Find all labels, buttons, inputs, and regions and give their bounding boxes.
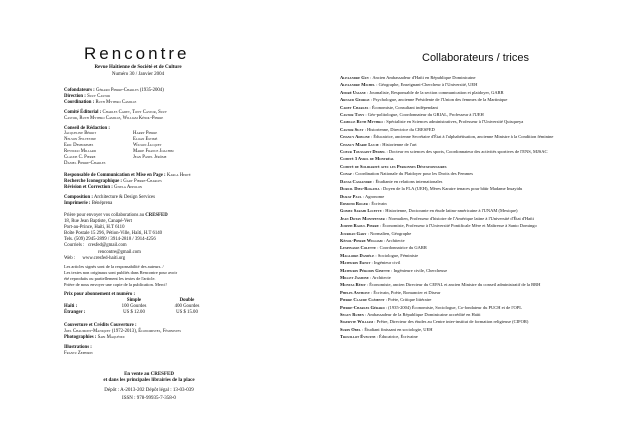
collaborator-name: Seguy Ruben	[340, 312, 364, 317]
collaborator-description: Étudiante en relations internationales	[375, 178, 443, 184]
credits-block: Couverture et Crédits Couverture : Joel Chaumont-Maniquet (1972-2013), Économistes, Féministes Photographies : Sabi Maquéndi Illustrations : Frantz Zephirin	[64, 323, 182, 357]
collaborators-list	[340, 74, 636, 341]
collaborator-description: Normalien, Géographe	[369, 230, 412, 236]
collaborator-name: Phelps Anthony	[340, 289, 370, 295]
collaborator-description: Économiste, Consultant indépendant	[371, 104, 438, 110]
list-item: Coeur Toussaint Desbel : Docteur en sciences des sports, Coordonnateur des activités sportives de l'ENS, MJSAC	[340, 149, 548, 155]
list-item: Alexandre Guy : Ancien Ambassadeur d'Haïti en République Dominicaine	[340, 75, 476, 80]
collaborator-description: Ambassadeur de la République Dominicaine accrédité en Haïti	[367, 312, 481, 317]
collaborator-description: Coordination Nationale du Plaidoyer pour les Droits des Femmes	[355, 171, 473, 177]
collaborator-description: Sociologue, Féministe	[377, 252, 419, 258]
contact-block: Prière pour envoyer vos collaborations au CRESFED 18, Rue Jean Baptiste, Canapé-Vert Port-au-Prince, Haïti, H.T 6110 Boîte Postale 15 296, Pétion-Ville, Haïti, H.T 6140 Tels. (509) 2945-2899 / 3914-2818 / 3914-4256 Courriels : cresfed@gmail.com rencontre@gmail.com Web : www.cresfed-haiti.org	[64, 213, 168, 261]
collaborator-description: Étudiant finissant en sociologie, UEH	[364, 326, 433, 332]
collaborator-description: Poète, Critique littéraire	[388, 297, 432, 303]
collaborator-description: Prêtre, Directeur des études au Centre inter-institut de formation religieuse (CIFOR)	[376, 319, 529, 325]
collaborator-name: Conap	[340, 171, 352, 177]
collaborator-name: Joseph Raoul Pierre	[340, 223, 379, 229]
collaborator-description: Ancien Ambassadeur d'Haïti en République Dominicaine	[372, 75, 476, 80]
list-item: Chancy Adeline : Éducatrice, ancienne Secrétaire d'État à l'alphabétisation, ancienne Ministre à la Condition féminine	[340, 134, 554, 140]
collaborator-name: Alexandre Guy	[340, 75, 370, 80]
table-row: Étranger : US $ 12.00 US $ 15.00	[64, 310, 198, 316]
collaborator-description: Historienne, Directrice du CRESFED	[367, 126, 435, 132]
collaborator-description: Écrivain	[371, 200, 387, 206]
table-row: Haïti : 100 Gourdes 400 Gourdes	[64, 304, 200, 310]
collaborator-name: Mathurin Pérodin Ginette	[340, 267, 391, 273]
list-item: André Ussane : Journaliste, Responsable de la section communication et plaidoyer, GARR	[340, 89, 504, 95]
collaborator-name: Danas Cassandre	[340, 178, 372, 184]
list-item: Mathurin Pérodin Ginette : Ingénieure civile, Chercheuse	[340, 267, 448, 273]
collaborator-name: Surin Obel	[340, 326, 361, 332]
list-item: Alexandre Michel : Géographe, Enseignant-Chercheur à l'Université, UEH	[340, 82, 478, 88]
list-item: Durat Paul : Agronome	[340, 193, 385, 199]
collaborator-name: Pierre-Charles Gérard	[340, 304, 385, 310]
list-item: Pierre-Charles Gérard : (1935-2004) Économiste, Sociologue, Co-fondateur du PUCH et de l'OPL	[340, 304, 522, 310]
collaborator-description: Spécialiste en Sciences administratives, Professeur à l'Université Quisqueya	[386, 119, 524, 125]
list-item: Pierre Claude Clément : Poète, Critique littéraire	[340, 297, 432, 303]
web-link[interactable]: www.cresfed-haiti.org	[82, 255, 126, 261]
collaborator-description: Ingénieure civile, Chercheuse	[393, 267, 448, 273]
collaborator-description: Journaliste, Responsable de la section communication et plaidoyer, GARR	[369, 89, 504, 95]
notice-block: Les articles signés sont de la responsabilité des auteurs. / Les textes non originaux sont publiés dans Rencontre pour avoir été reproduits ou partiellement les textes de l'article. Prière de nous envoyer une copie de la publication. Merci!	[64, 264, 178, 288]
list-item: Jourdan Gary : Normalien, Géographe	[340, 230, 412, 236]
list-item: Arnaud George : Psychologue, ancienne Présidente de l'Union des femmes de la Martinique	[340, 97, 508, 103]
collaborator-name: Chancy Adeline	[340, 134, 370, 140]
list-item: Seguy Ruben : Ambassadeur de la République Dominicaine accrédité en Haïti	[340, 312, 481, 317]
list-item: Dorcil Dieu-Rogatia : Doyen de la FLA (UEH), Mères Karaire tenaces pour bâtir Madame Insayidu	[340, 186, 523, 192]
collaborator-name: Coeur Toussaint Desbel	[340, 149, 386, 155]
collaborator-description: Psychologue, ancienne Présidente de l'Union des femmes de la Martinique	[373, 97, 508, 103]
prices-table	[64, 298, 212, 316]
left-page	[0, 0, 300, 436]
collaborator-name: Comité de Solidarité avec les Personnes Déstationnaires	[340, 163, 447, 169]
collaborator-name: Jourdan Gary	[340, 230, 367, 236]
collaborator-name: Millet Jasmine	[340, 274, 369, 280]
collaborator-description: Ingénieur civil	[373, 260, 401, 266]
list-item: Castor Suzy : Historienne, Directrice du CRESFED	[340, 126, 435, 132]
journal-title: Rencontre	[84, 44, 190, 63]
collaborator-description: Coordonnatrice du GARR	[379, 245, 427, 251]
collaborator-name: Arnaud George	[340, 97, 370, 103]
list-item: Joseph Raoul Pierre : Économiste, Professeur à l'Université Pontificale Mère et Maîtresse à Santo Domingo	[340, 223, 537, 229]
collaborator-name: Montas Rémy	[340, 282, 366, 288]
list-item: Kénol-Pierre William : Architecte	[340, 237, 405, 243]
collaborator-name: Edmond Roger	[340, 200, 368, 206]
list-item: Lespinasse Colette : Coordonnatrice du GARR	[340, 245, 427, 251]
collaborator-description: Économiste, Professeur à l'Université Pontificale Mère et Maîtresse à Santo Domingo	[382, 223, 537, 229]
collaborator-name: Jean Dotay Montpeyser	[340, 215, 385, 221]
collaborator-name: Trouillot Évelyne	[340, 334, 376, 340]
collaborator-name: André Ussane	[340, 89, 366, 95]
collaborator-description: Historienne, Doctorante en étude latino-américaine à l'UNAM (Mexique)	[385, 208, 518, 214]
list-item: Jean Dotay Montpeyser : Normalien, Professeur d'histoire de l'Amérique latine à l'Université d'État d'Haïti	[340, 215, 534, 221]
collaborator-description: Architecte	[372, 274, 391, 280]
collaborator-name: Sigeryte William	[340, 319, 374, 325]
collaborator-name: Durat Paul	[340, 193, 362, 199]
collaborator-description: (1935-2004) Économiste, Sociologue, Co-fondateur du PUCH et de l'OPL	[388, 304, 522, 310]
collaborator-name: Magloire Danièle	[340, 252, 375, 258]
collaborator-description: Architecte	[385, 237, 405, 243]
collaborator-name: Chancy Marie Lucie	[340, 141, 379, 147]
collaborator-description: Écrivain, Poète, Romancier et Diseur	[373, 289, 441, 295]
list-item: Chancy Marie Lucie : Historienne de l'art	[340, 141, 417, 147]
collaborator-description: Agronome	[365, 193, 385, 199]
collaborator-description: Géo-politologue, Coordonnateur du GRIAL, Professeur à l'UEH	[367, 112, 484, 118]
email-link[interactable]: cresfed@gmail.com	[88, 243, 127, 249]
collaborator-description: Doyen de la FLA (UEH), Mères Karaire tenaces pour bâtir Madame Insayidu	[383, 186, 523, 192]
list-item: Gomez Sarahi Licette : Historienne, Doctorante en étude latino-américaine à l'UNAM (Mexique)	[340, 208, 518, 214]
collaborator-name: Castor Suzy	[340, 126, 364, 132]
list-item: Sigeryte William : Prêtre, Directeur des études au Centre inter-institut de formation religieuse (CIFOR)	[340, 319, 529, 325]
collaborator-name: Camille Ruth Mythro	[340, 119, 383, 125]
list-item: Danas Cassandre : Étudiante en relations internationales	[340, 178, 443, 184]
conseil-col-2: Harry Pierre Eloan Estimé Wilson Jacquet Marie France Joachim Jean Panel Jérôme	[133, 131, 174, 161]
collaborator-name: Cadet Charles	[340, 104, 369, 110]
staff-block: Cofondateurs : Gérard Pierre-Charles (1935-2004) Direction : Suzy Castor Coordination : Ruth Mythro Camille Comité Éditorial : Charles Cadet, Tony Castor, Suzy Castor, Ruth Mythro Camille, William Kénol-Pierre Conseil de Rédaction :	[64, 88, 167, 132]
list-item	[340, 155, 636, 162]
collaborator-description: Historienne de l'art	[382, 141, 417, 147]
collaborator-name: Pierre Claude Clément	[340, 297, 385, 303]
list-item	[340, 163, 636, 170]
collaborator-description: Géographe, Enseignant-Chercheur à l'Université, UEH	[378, 82, 478, 88]
footer-block: En vente au CRESFED et dans les principales librairies de la place Dépôt : A-2013-202 Dépôt légal : 13-03-039 ISSN : 978-99935-7-358-0	[103, 372, 195, 402]
collaborators-title: Collaborateurs / trices	[422, 52, 529, 64]
list-item: Castor Tony : Géo-politologue, Coordonnateur du GRIAL, Professeur à l'UEH	[340, 112, 484, 118]
collaborator-name: Gomez Sarahi Licette	[340, 208, 382, 214]
list-item: Cadet Charles : Économiste, Consultant indépendant	[340, 104, 438, 110]
conseil-heading: Conseil de Rédaction :	[64, 126, 110, 132]
list-item: Surin Obel : Étudiant finissant en sociologie, UEH	[340, 326, 433, 332]
production-block: Responsable de Communication et Mise en Page : Karla Hervé Recherche Iconographique : Gary Pierre-Charles Révision et Correction : Gisela Appolon Composition : Architecture & Design Services Imprimerie : Bénéprena	[64, 173, 191, 207]
conseil-col-1: Jacqueline Bérrit Nelson Sylvestre Eric Deshommes Reynold Millard Claude C. Pierre Daniel Pierre-Charles	[64, 131, 106, 167]
collaborator-description: Docteur en sciences des sports, Coordonnateur des activités sportives de l'ENS, MJSAC	[388, 149, 548, 155]
list-item: Phelps Anthony : Écrivain, Poète, Romancier et Diseur	[340, 289, 441, 295]
list-item: Edmond Roger : Écrivain	[340, 200, 387, 206]
collaborator-description: Économiste, ancien Directeur du CEPAL et ancien Ministre du conseil administratif de la BRH	[369, 282, 541, 288]
collaborator-name: Mathurin Ernst	[340, 260, 371, 266]
collaborator-name: Lespinasse Colette	[340, 245, 377, 251]
collaborator-description: Éducatrice, Écrivaine	[379, 334, 418, 340]
email-link-2[interactable]: rencontre@gmail.com	[98, 249, 141, 255]
collaborator-name: Dorcil Dieu-Rogatia	[340, 186, 380, 192]
list-item: Conap : Coordination Nationale du Plaidoyer pour les Droits des Femmes	[340, 171, 473, 177]
list-item: Magloire Danièle : Sociologue, Féministe	[340, 252, 419, 258]
list-item: Mathurin Ernst : Ingénieur civil	[340, 260, 401, 266]
list-item: Trouillot Évelyne : Éducatrice, Écrivaine	[340, 334, 418, 340]
list-item: Montas Rémy : Économiste, ancien Directeur du CEPAL et ancien Ministre du conseil administratif de la BRH	[340, 282, 541, 288]
collaborator-name: Kénol-Pierre William	[340, 237, 383, 243]
prices-block: Prix pour abonnement et numéro : Simple Double Haïti : 100 Gourdes 400 Gourdes Étranger : US $ 12.00 US $ 15.00	[64, 292, 212, 316]
collaborator-name: Alexandre Michel	[340, 82, 376, 88]
issue-number: Numéro 30 / Janvier 2004	[111, 72, 165, 77]
journal-subtitle: Revue Haïtienne de Société et de Culture	[94, 65, 182, 70]
collaborator-name: Castor Tony	[340, 112, 365, 118]
list-item: Millet Jasmine : Architecte	[340, 274, 391, 280]
collaborator-name: Comité 3 Avril de Montréal	[340, 156, 395, 162]
list-item: Camille Ruth Mythro : Spécialiste en Sciences administratives, Professeur à l'Université Quisqueya	[340, 119, 524, 125]
collaborator-description: Normalien, Professeur d'histoire de l'Amérique latine à l'Université d'État d'Haïti	[388, 215, 534, 221]
collaborator-description: Éducatrice, ancienne Secrétaire d'État à l'alphabétisation, ancienne Ministre à la Condition féminine	[373, 134, 554, 140]
table-row: Simple Double	[126, 298, 195, 304]
right-page	[322, 0, 638, 436]
